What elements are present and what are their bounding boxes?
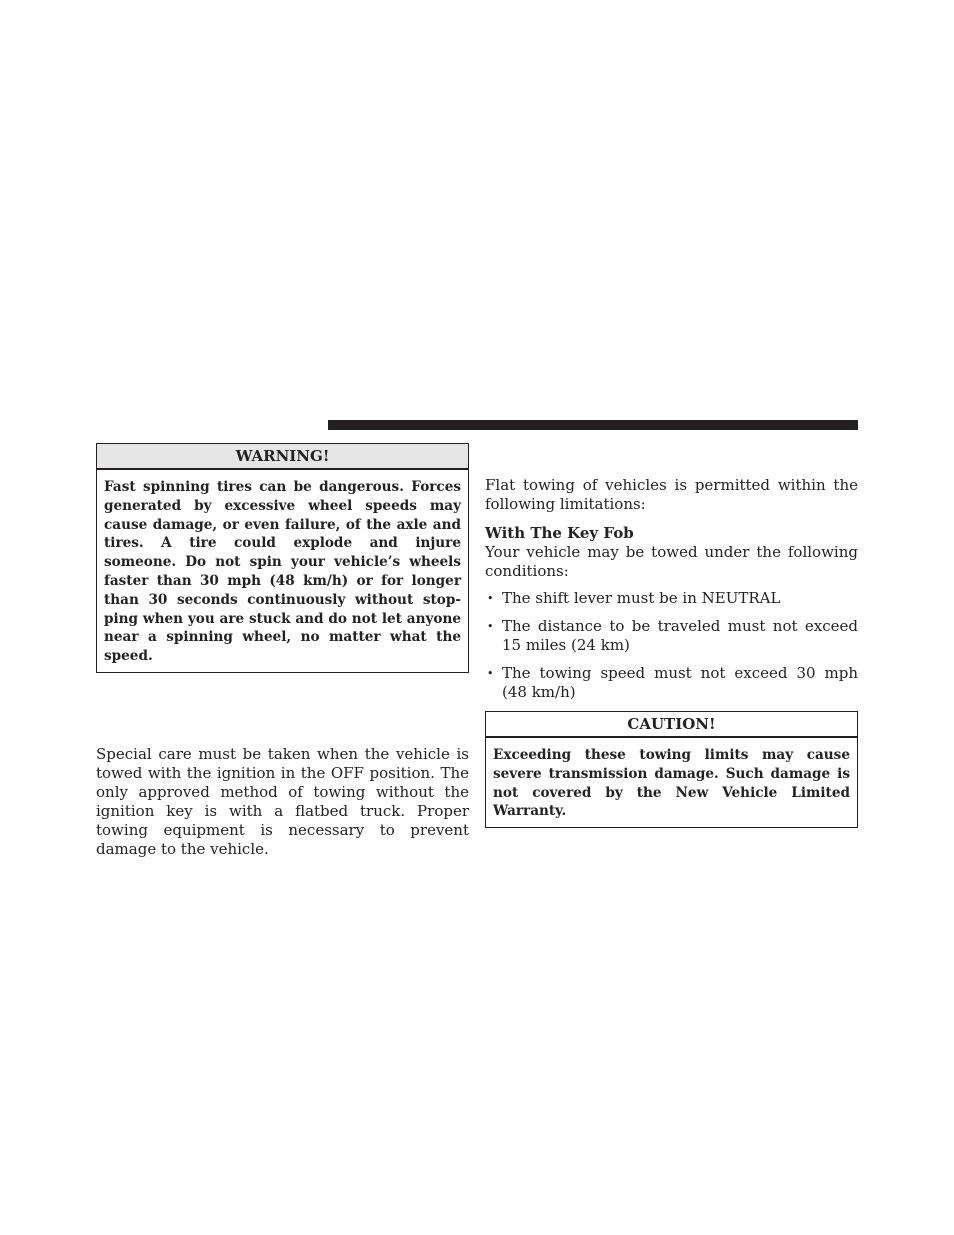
- key-fob-subheading: With The Key Fob: [485, 524, 634, 542]
- left-column: [96, 443, 469, 859]
- warning-box: [96, 443, 469, 673]
- right-column: [485, 476, 858, 828]
- bullet-icon: •: [487, 667, 494, 680]
- warning-title: WARNING!: [97, 444, 468, 470]
- conditions-intro: Your vehicle may be towed under the following conditions:: [485, 543, 858, 580]
- bullet-icon: •: [487, 592, 494, 605]
- caution-box: [485, 711, 858, 828]
- flat-towing-intro: Flat towing of vehicles is permitted within the following limitations:: [485, 476, 858, 513]
- conditions-list: [485, 589, 858, 702]
- bullet-icon: •: [487, 620, 494, 633]
- caution-title: CAUTION!: [486, 712, 857, 738]
- ignition-off-paragraph: Special care must be taken when the vehicle is towed with the ignition in the OFF position. The only approved method of towing without the ignition key is with a flatbed truck. Proper towing equipment is necessary to prevent damage to the vehicle.: [96, 744, 469, 858]
- list-item: • The shift lever must be in NEUTRAL: [487, 589, 781, 607]
- warning-text: Fast spinning tires can be dangerous. Forces generated by excessive wheel speeds may cause damage, or even failure, of the axle and tires. A tire could explode and injure someone. Do not spin your vehicle’s wheels faster than 30 mph (48 km/h) or for longer than 30 seconds continuously without stopping when you are stuck and do not let anyone near a spinning wheel, no matter what the speed.: [104, 479, 461, 665]
- list-item: • The towing speed must not exceed 30 mph (48 km/h): [487, 664, 858, 701]
- list-item: • The distance to be traveled must not exceed 15 miles (24 km): [487, 617, 858, 654]
- header-bar: [328, 420, 858, 430]
- caution-text: Exceeding these towing limits may cause severe transmission damage. Such damage is not covered by the New Vehicle Limited Warranty.: [493, 747, 850, 820]
